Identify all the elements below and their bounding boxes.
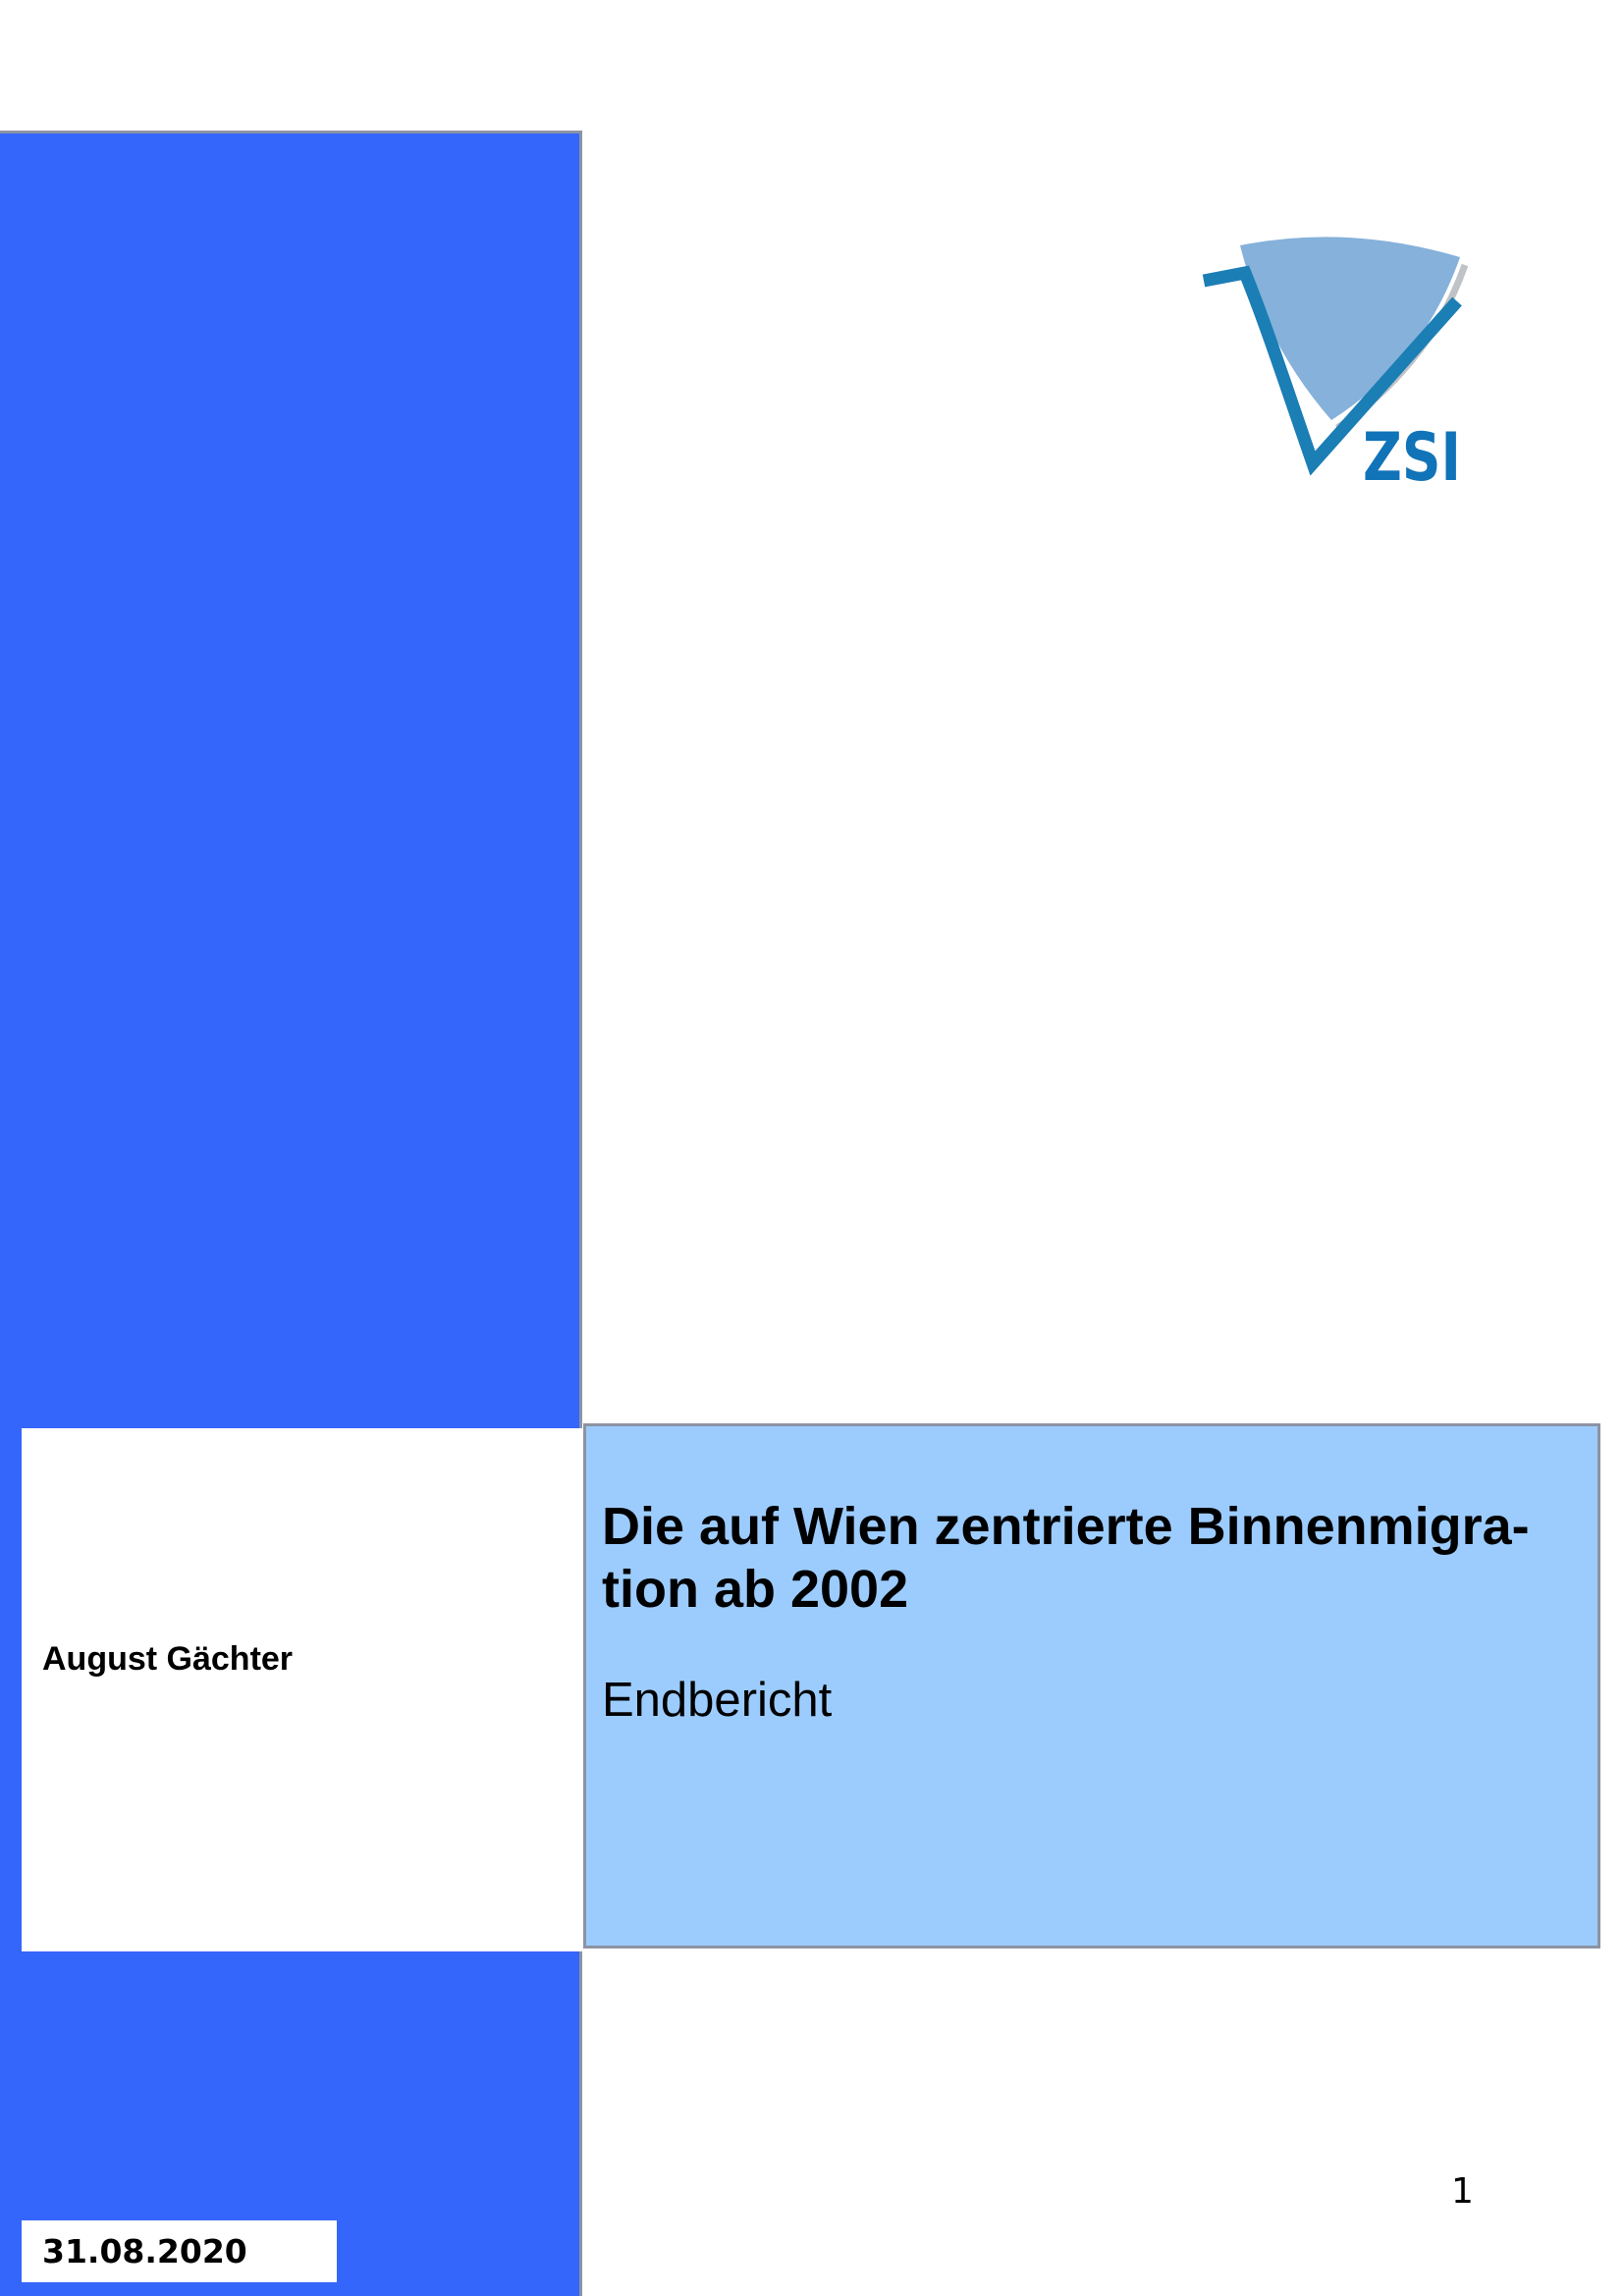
report-title <box>602 1495 1578 1621</box>
logo-wordmark: ZSI <box>1363 419 1461 497</box>
left-accent-band <box>0 131 582 2296</box>
author-name: August Gächter <box>42 1640 294 1678</box>
zsi-logo <box>1129 196 1522 510</box>
report-title-line1: Die auf Wien zentrierte Binnenmigra- <box>602 1497 1530 1556</box>
report-date: 31.08.2020 <box>42 2232 247 2270</box>
report-title-line2: tion ab 2002 <box>602 1560 909 1619</box>
title-panel <box>583 1423 1600 1949</box>
author-panel <box>22 1428 583 1951</box>
page-number: 1 <box>1451 2171 1474 2212</box>
report-subtitle: Endbericht <box>602 1674 833 1727</box>
date-panel <box>22 2220 337 2282</box>
